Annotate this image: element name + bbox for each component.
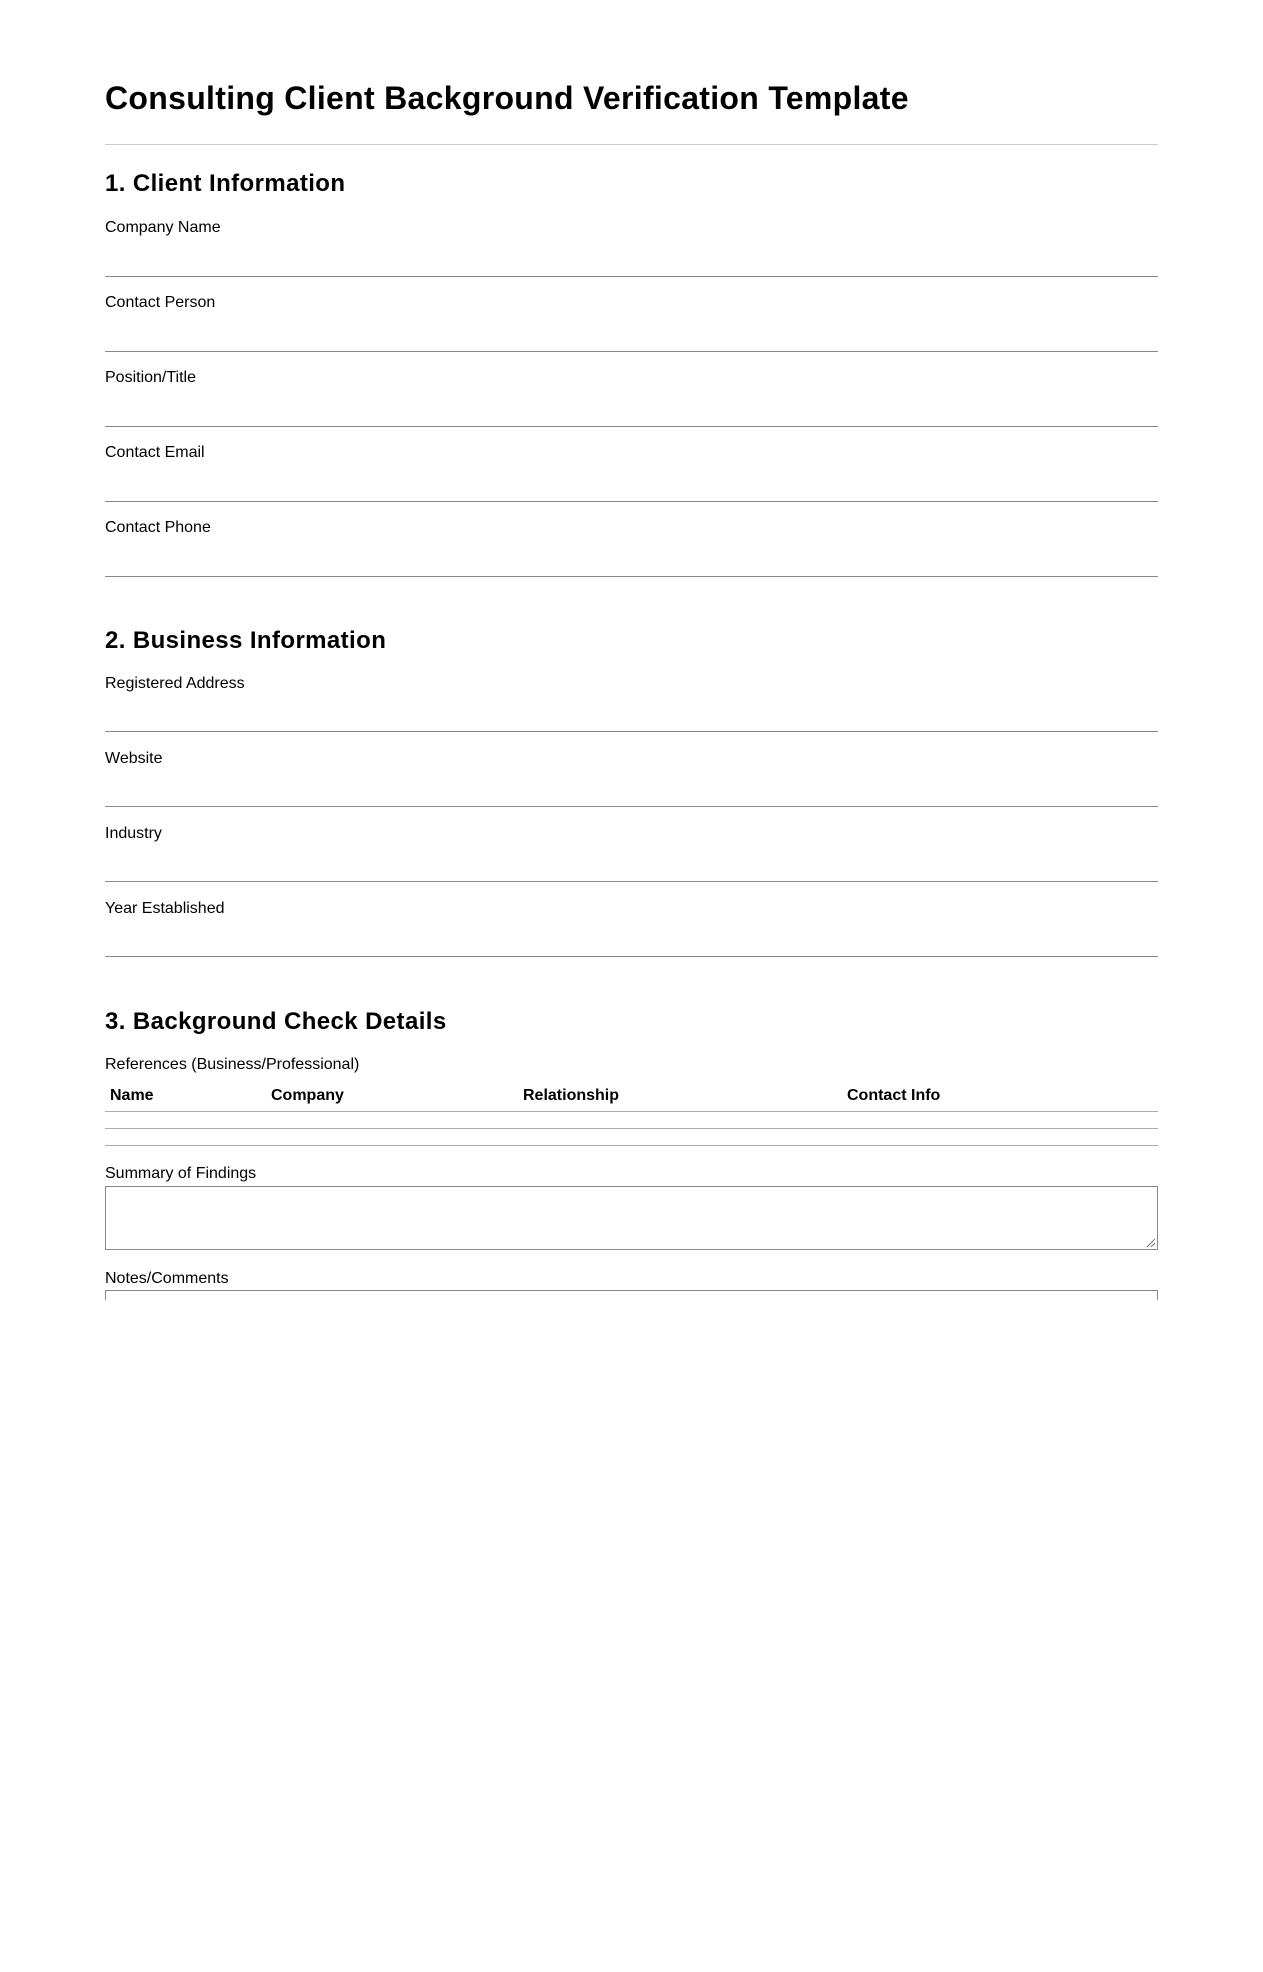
input-contact-phone[interactable] — [105, 576, 1158, 577]
form-container — [105, 0, 1158, 1300]
section-heading-client-information: 1. Client Information — [105, 170, 346, 197]
label-industry: Industry — [105, 825, 162, 842]
input-registered-address[interactable] — [105, 731, 1158, 732]
label-contact-phone: Contact Phone — [105, 519, 211, 536]
column-header-company: Company — [271, 1087, 344, 1104]
label-company-name: Company Name — [105, 219, 221, 236]
label-references: References (Business/Professional) — [105, 1056, 360, 1073]
column-header-contact-info: Contact Info — [847, 1087, 941, 1104]
summary-of-findings-textarea[interactable] — [105, 1186, 1158, 1250]
section-heading-business-information: 2. Business Information — [105, 627, 387, 654]
input-website[interactable] — [105, 806, 1158, 807]
label-summary-of-findings: Summary of Findings — [105, 1165, 257, 1182]
input-year-established[interactable] — [105, 956, 1158, 957]
label-notes-comments: Notes/Comments — [105, 1270, 229, 1287]
input-industry[interactable] — [105, 881, 1158, 882]
column-header-relationship: Relationship — [523, 1087, 620, 1104]
label-year-established: Year Established — [105, 900, 225, 917]
title-divider — [105, 144, 1158, 145]
column-header-name: Name — [110, 1087, 154, 1104]
label-website: Website — [105, 750, 163, 767]
page-title: Consulting Client Background Verification Template — [105, 80, 909, 116]
table-row[interactable] — [105, 1128, 1158, 1129]
table-row[interactable] — [105, 1145, 1158, 1146]
label-position-title: Position/Title — [105, 369, 196, 386]
resize-handle-icon[interactable] — [1147, 1239, 1155, 1247]
table-header-divider — [105, 1111, 1158, 1112]
label-registered-address: Registered Address — [105, 675, 245, 692]
label-contact-email: Contact Email — [105, 444, 205, 461]
input-contact-email[interactable] — [105, 501, 1158, 502]
input-position-title[interactable] — [105, 426, 1158, 427]
section-heading-background-check: 3. Background Check Details — [105, 1008, 447, 1035]
notes-comments-textarea[interactable] — [105, 1290, 1158, 1300]
input-company-name[interactable] — [105, 276, 1158, 277]
input-contact-person[interactable] — [105, 351, 1158, 352]
label-contact-person: Contact Person — [105, 294, 216, 311]
